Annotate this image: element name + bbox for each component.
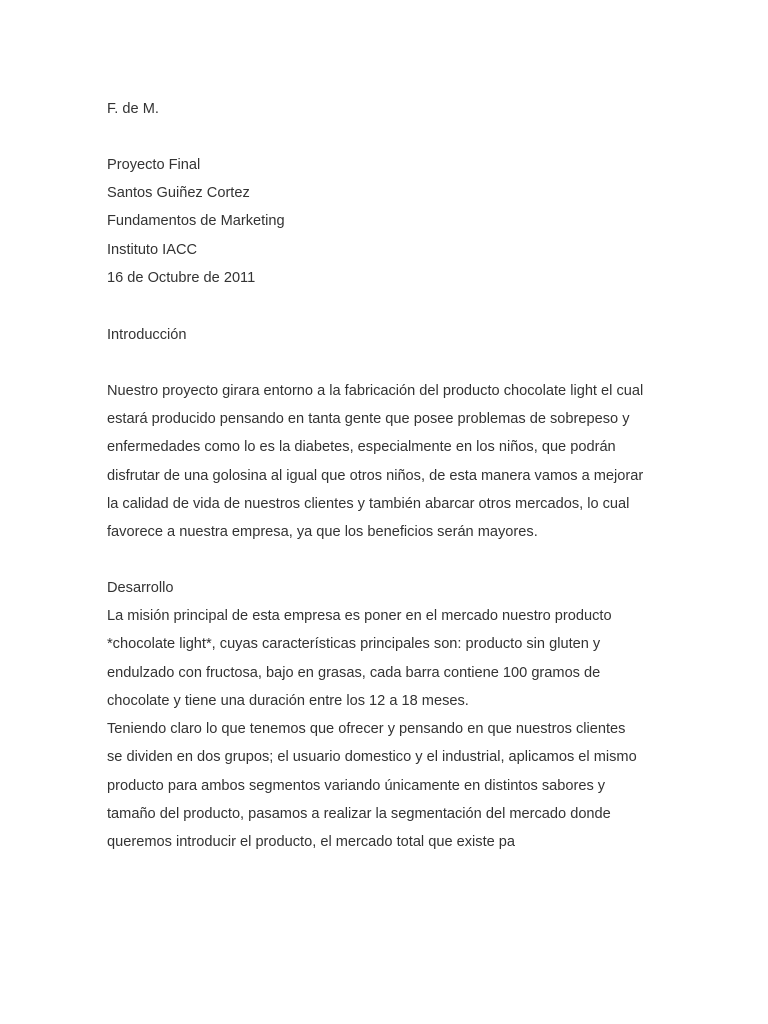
intro-line: favorece a nuestra empresa, ya que los beneficios serán mayores. — [107, 524, 538, 540]
intro-line: enfermedades como lo es la diabetes, especialmente en los niños, que podrán — [107, 439, 616, 455]
intro-line: disfrutar de una golosina al igual que otros niños, de esta manera vamos a mejorar — [107, 468, 644, 484]
intro-line: Nuestro proyecto girara entorno a la fabricación del producto chocolate light el cual — [107, 383, 644, 399]
development-line: Teniendo claro lo que tenemos que ofrecer y pensando en que nuestros clientes — [107, 721, 626, 737]
document-date: 16 de Octubre de 2011 — [107, 270, 256, 286]
author-name: Santos Guiñez Cortez — [107, 185, 250, 201]
development-line: endulzado con fructosa, bajo en grasas, cada barra contiene 100 gramos de — [107, 665, 601, 681]
development-line: se dividen en dos grupos; el usuario domestico y el industrial, aplicamos el mismo — [107, 749, 637, 765]
development-line: La misión principal de esta empresa es poner en el mercado nuestro producto — [107, 608, 612, 624]
development-line: queremos introducir el producto, el mercado total que existe pa — [107, 834, 516, 850]
project-title: Proyecto Final — [107, 157, 201, 173]
development-line: tamaño del producto, pasamos a realizar la segmentación del mercado donde — [107, 806, 611, 822]
intro-line: estará producido pensando en tanta gente que posee problemas de sobrepeso y — [107, 411, 630, 427]
intro-line: la calidad de vida de nuestros clientes y también abarcar otros mercados, lo cual — [107, 496, 630, 512]
document-abbreviation: F. de M. — [107, 101, 159, 117]
intro-heading: Introducción — [107, 327, 187, 343]
development-heading: Desarrollo — [107, 580, 174, 596]
development-line: chocolate y tiene una duración entre los 12 a 18 meses. — [107, 693, 469, 709]
development-line: producto para ambos segmentos variando únicamente en distintos sabores y — [107, 778, 606, 794]
development-line: *chocolate light*, cuyas características principales son: producto sin gluten y — [107, 636, 601, 652]
institution-name: Instituto IACC — [107, 242, 198, 258]
course-name: Fundamentos de Marketing — [107, 213, 285, 229]
